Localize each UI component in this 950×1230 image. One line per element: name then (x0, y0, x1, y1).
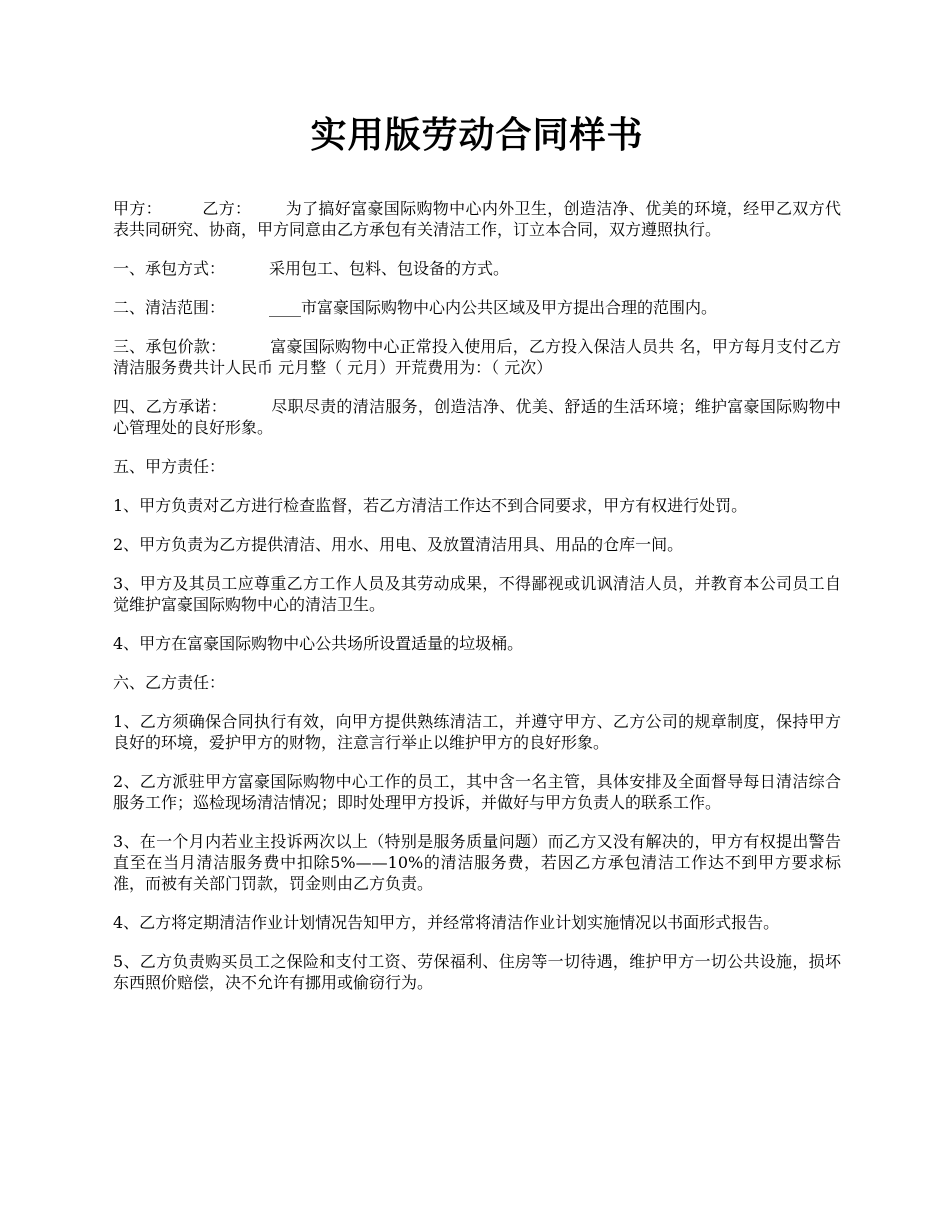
section-cleaning-scope (113, 297, 841, 318)
clause-item: 4、甲方在富豪国际购物中心公共场所设置适量的垃圾桶。 (113, 634, 524, 653)
section-label: 一、承包方式： (113, 259, 226, 278)
clause-item: 5、乙方负责购买员工之保险和支付工资、劳保福利、住房等一切待遇，维护甲方一切公共设施，损坏东西照价赔偿，决不允许有挪用或偷窃行为。 (113, 952, 841, 992)
clause-item: 4、乙方将定期清洁作业计划情况告知甲方，并经常将清洁作业计划实施情况以书面形式报告。 (113, 913, 780, 932)
section-label: 四、乙方承诺： (113, 397, 227, 416)
section-party-b-commitment (113, 396, 841, 438)
section-contract-price (113, 336, 841, 378)
party-b-label: 乙方： (202, 199, 252, 218)
clause-item: 3、在一个月内若业主投诉两次以上（特别是服务质量问题）而乙方又没有解决的，甲方有权提出警告直至在当月清洁服务费中扣除5%——10%的清洁服务费，若因乙方承包清洁工作达不到甲方要求标准，而被有关部门罚款，罚金则由乙方负责。 (113, 832, 841, 893)
clause-item: 1、乙方须确保合同执行有效，向甲方提供熟练清洁工，并遵守甲方、乙方公司的规章制度，保持甲方良好的环境，爱护甲方的财物，注意言行举止以维护甲方的良好形象。 (113, 712, 841, 752)
section-text: 富豪国际购物中心正常投入使用后，乙方投入保洁人员共 名，甲方每月支付乙方清洁服务费共计人民币 元月整（ 元月）开荒费用为：（ 元次） (113, 337, 841, 377)
section-label: 三、承包价款： (113, 337, 227, 356)
section-heading-party-b-duties: 六、乙方责任： (113, 673, 226, 692)
section-label: 二、清洁范围： (113, 298, 226, 317)
clause-item: 2、乙方派驻甲方富豪国际购物中心工作的员工，其中含一名主管，具体安排及全面督导每日清洁综合服务工作；巡检现场清洁情况；即时处理甲方投诉，并做好与甲方负责人的联系工作。 (113, 772, 841, 812)
section-heading-party-a-duties: 五、甲方责任： (113, 457, 226, 476)
document-title: 实用版劳动合同样书 (310, 114, 644, 156)
intro-text: 为了搞好富豪国际购物中心内外卫生，创造洁净、优美的环境，经甲乙双方代表共同研究、协商，甲方同意由乙方承包有关清洁工作，订立本合同，双方遵照执行。 (113, 199, 841, 239)
section-text: ____市富豪国际购物中心内公共区域及甲方提出合理的范围内。 (269, 298, 718, 317)
section-text: 采用包工、包料、包设备的方式。 (269, 259, 510, 278)
intro-paragraph (113, 198, 841, 240)
clause-item: 1、甲方负责对乙方进行检查监督，若乙方清洁工作达不到合同要求，甲方有权进行处罚。 (113, 496, 748, 515)
section-contract-method (113, 258, 841, 279)
party-a-label: 甲方： (113, 199, 163, 218)
clause-item: 2、甲方负责为乙方提供清洁、用水、用电、及放置清洁用具、用品的仓库一间。 (113, 535, 684, 554)
document-page (113, 112, 841, 1011)
section-text: 尽职尽责的清洁服务，创造洁净、优美、舒适的生活环境；维护富豪国际购物中心管理处的良好形象。 (113, 397, 841, 437)
clause-item: 3、甲方及其员工应尊重乙方工作人员及其劳动成果，不得鄙视或讥讽清洁人员，并教育本公司员工自觉维护富豪国际购物中心的清洁卫生。 (113, 574, 841, 614)
